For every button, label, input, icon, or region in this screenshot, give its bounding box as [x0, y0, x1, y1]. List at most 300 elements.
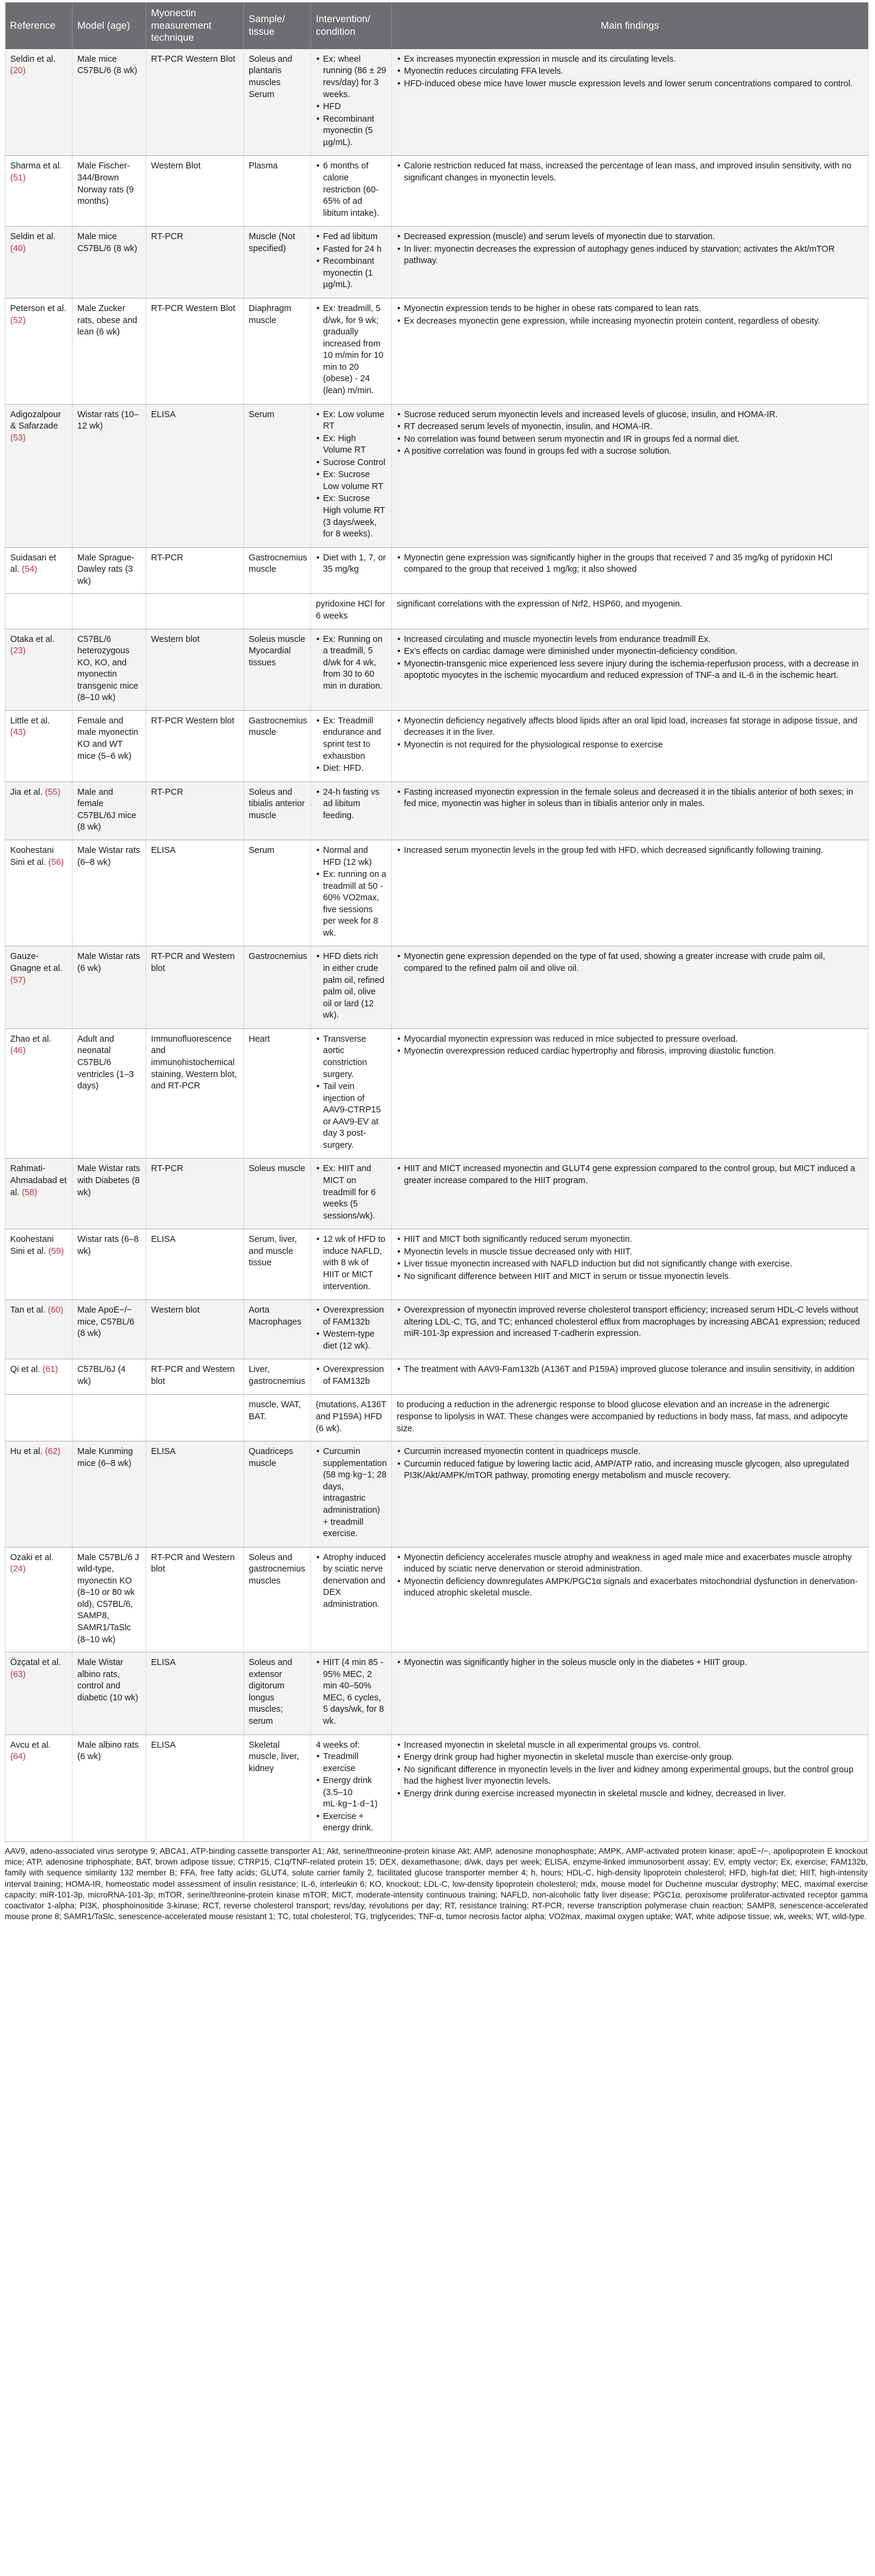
reference-authors: Avcu et al. — [10, 1740, 51, 1750]
intervention-list — [316, 1657, 387, 1727]
findings-list — [397, 409, 863, 458]
reference-authors: Peterson et al. — [10, 304, 67, 313]
cell-findings — [392, 1735, 868, 1842]
intervention-item: • Ex: High Volume RT — [323, 433, 387, 457]
cell-findings — [392, 1300, 868, 1359]
cell-reference — [5, 49, 73, 156]
table-body — [5, 49, 868, 1842]
cell-findings — [392, 840, 868, 946]
cell-intervention — [311, 840, 392, 946]
cell-intervention — [311, 404, 392, 547]
finding-item: • No significant difference in myonectin levels in the liver and kidney among experimental groups, but the control group had the highest liver myonectin levels. — [404, 1764, 863, 1788]
cell-intervention — [311, 1229, 392, 1300]
cell-reference — [5, 227, 73, 298]
intervention-list — [316, 716, 387, 775]
intervention-item: • Fed ad libitum — [323, 231, 387, 243]
cell-model: Male mice C57BL/6 (8 wk) — [73, 227, 146, 298]
findings-list — [397, 1234, 863, 1283]
intervention-list — [316, 845, 387, 940]
cell-intervention — [311, 946, 392, 1028]
cell-findings — [392, 1652, 868, 1735]
table-row — [5, 1441, 868, 1548]
cell-sample: Aorta Macrophages — [244, 1300, 311, 1359]
intervention-text: pyridoxine HCl for 6 weeks — [316, 599, 385, 621]
cell-technique: RT-PCR — [146, 227, 244, 298]
cell-model: Female and male myonectin KO and WT mice (5–6 wk) — [73, 710, 146, 782]
intervention-list — [316, 161, 387, 219]
intervention-item: • Ex: treadmill, 5 d/wk, for 9 wk; gradually increased from 10 m/min for 10 min to 20 (obese) - 24 (lean) m/min. — [323, 303, 387, 397]
finding-item: • No significant difference between HIIT and MICT in serum or tissue myonectin levels. — [404, 1271, 863, 1283]
cell-technique: RT-PCR Western Blot — [146, 49, 244, 156]
cell-reference — [5, 547, 73, 594]
cell-intervention — [311, 710, 392, 782]
intervention-item: • Western-type diet (12 wk). — [323, 1329, 387, 1352]
intervention-list — [316, 951, 387, 1021]
reference-authors: Qi et al. — [10, 1365, 43, 1375]
cell-reference — [5, 946, 73, 1028]
finding-item: • Myonectin reduces circulating FFA levels. — [404, 66, 863, 78]
findings-list — [397, 303, 863, 327]
cell-model: Male Wistar rats (6–8 wk) — [73, 840, 146, 946]
cell-technique: ELISA — [146, 404, 244, 547]
cell-sample: Serum, liver, and muscle tissue — [244, 1229, 311, 1300]
intervention-item: • Ex: Sucrose High volume RT (3 days/week, for 8 weeks). — [323, 493, 387, 540]
cell-technique: Western blot — [146, 629, 244, 710]
citation-link[interactable]: (43) — [10, 728, 26, 738]
cell-sample: Gastrocnemius muscle — [244, 547, 311, 594]
cell-findings — [392, 156, 868, 227]
table-row — [5, 1735, 868, 1842]
cell-sample — [244, 594, 311, 629]
cell-findings — [392, 1229, 868, 1300]
findings-list — [397, 161, 863, 184]
cell-sample: Soleus muscle Myocardial tissues — [244, 629, 311, 710]
intervention-list — [316, 1751, 387, 1835]
citation-link[interactable]: (52) — [10, 315, 26, 325]
table-row — [5, 227, 868, 298]
intervention-item: • Ex: running on a treadmill at 50 - 60% VO2max, five sessions per week for 8 wk. — [323, 869, 387, 939]
findings-table — [5, 2, 868, 1842]
intervention-item: • Curcumin supplementation (58 mg·kg−1; 28 days, intragastric administration) + treadmill exercise. — [323, 1446, 387, 1540]
reference-authors: Hu et al. — [10, 1447, 46, 1457]
cell-intervention — [311, 782, 392, 840]
finding-item: • Myonectin gene expression depended on the type of fat used, showing a greater increase with crude palm oil, compared to the refined palm oil and olive oil. — [404, 951, 863, 975]
intervention-item: • 12 wk of HFD to induce NAFLD, with 8 wk of HIIT or MICT intervention. — [323, 1234, 387, 1293]
intervention-item: • Diet: HFD. — [323, 763, 387, 775]
citation-link[interactable]: (23) — [10, 646, 26, 656]
reference-authors: Adigozalpour & Safarzade — [10, 409, 61, 432]
citation-link[interactable]: (54) — [22, 565, 38, 575]
table-row — [5, 629, 868, 710]
cell-findings — [392, 629, 868, 710]
finding-item: • RT decreased serum levels of myonectin, insulin, and HOMA-IR. — [404, 421, 863, 433]
cell-technique — [146, 1395, 244, 1441]
cell-model: Male ApoE−/− mice, C57BL/6 (8 wk) — [73, 1300, 146, 1359]
intervention-item: • Ex: Running on a treadmill, 5 d/wk for 4 wk, from 30 to 60 min in duration. — [323, 634, 387, 693]
findings-list — [397, 1446, 863, 1482]
finding-item: • The treatment with AAV9-Fam132b (A136T and P159A) improved glucose tolerance and insulin sensitivity, in addition — [404, 1364, 863, 1376]
table-row — [5, 946, 868, 1028]
citation-link[interactable]: (63) — [10, 1669, 26, 1679]
intervention-item: • Recombinant myonectin (1 µg/mL). — [323, 256, 387, 291]
cell-model: Wistar rats (6–8 wk) — [73, 1229, 146, 1300]
reference-authors: Ozaki et al. — [10, 1552, 54, 1563]
cell-findings — [392, 1028, 868, 1159]
cell-model: Male Sprague-Dawley rats (3 wk) — [73, 547, 146, 594]
cell-findings — [392, 49, 868, 156]
cell-technique: RT-PCR and Western blot — [146, 1547, 244, 1652]
reference-authors: Zhao et al. — [10, 1034, 52, 1044]
findings-list — [397, 634, 863, 682]
cell-model: Adult and neonatal C57BL/6 ventricles (1–3 days) — [73, 1028, 146, 1159]
cell-sample: Serum — [244, 404, 311, 547]
intervention-list — [316, 1552, 387, 1611]
table-row — [5, 1229, 868, 1300]
intervention-item: • Ex: Treadmill endurance and sprint test to exhaustion — [323, 716, 387, 762]
cell-sample: Serum — [244, 840, 311, 946]
citation-link[interactable]: (59) — [48, 1246, 64, 1256]
cell-technique: Immunofluorescence and immunohistochemical staining, Western blot, and RT-PCR — [146, 1028, 244, 1159]
intervention-item: • Overexpression of FAM132b — [323, 1305, 387, 1328]
cell-intervention — [311, 298, 392, 405]
cell-reference — [5, 1028, 73, 1159]
cell-reference — [5, 298, 73, 405]
finding-item: • Sucrose reduced serum myonectin levels and increased levels of glucose, insulin, and HOMA-IR. — [404, 409, 863, 421]
cell-intervention — [311, 1547, 392, 1652]
cell-intervention — [311, 1359, 392, 1395]
citation-link[interactable]: (46) — [10, 1046, 26, 1056]
reference-authors: Sharma et al. — [10, 161, 62, 171]
cell-technique: ELISA — [146, 1441, 244, 1548]
finding-item: • In liver: myonectin decreases the expression of autophagy genes induced by starvation; activates the Akt/mTOR pathway. — [404, 244, 863, 267]
cell-model — [73, 594, 146, 629]
cell-findings — [392, 710, 868, 782]
intervention-item: • 6 months of calorie restriction (60-65% of ad libitum intake). — [323, 161, 387, 219]
cell-intervention — [311, 1395, 392, 1441]
header-technique: Myonectin measurement technique — [146, 2, 244, 49]
reference-authors: Koohestani Sini et al. — [10, 1235, 54, 1256]
findings-list — [397, 1657, 863, 1669]
header-reference: Reference — [5, 2, 73, 49]
cell-model: Male mice C57BL/6 (8 wk) — [73, 49, 146, 156]
table-row — [5, 547, 868, 594]
intervention-list — [316, 54, 387, 149]
intervention-list — [316, 1034, 387, 1152]
cell-sample: muscle, WAT, BAT. — [244, 1395, 311, 1441]
intervention-item: • Treadmill exercise — [323, 1751, 387, 1775]
cell-intervention — [311, 227, 392, 298]
cell-reference — [5, 840, 73, 946]
citation-link[interactable]: (51) — [10, 173, 26, 183]
cell-reference — [5, 404, 73, 547]
cell-sample: Plasma — [244, 156, 311, 227]
finding-item: • Myocardial myonectin expression was reduced in mice subjected to pressure overload. — [404, 1034, 863, 1046]
cell-sample: Skeletal muscle, liver, kidney — [244, 1735, 311, 1842]
findings-list — [397, 845, 863, 857]
reference-authors: Otaka et al. — [10, 634, 55, 644]
intervention-item: • HFD — [323, 101, 387, 113]
finding-item: • Increased myonectin in skeletal muscle in all experimental groups vs. control. — [404, 1740, 863, 1752]
cell-findings — [392, 946, 868, 1028]
reference-authors: Jia et al. — [10, 787, 46, 797]
table-row — [5, 49, 868, 156]
cell-findings — [392, 404, 868, 547]
intervention-list — [316, 787, 387, 822]
cell-sample: Soleus and gastrocnemius muscles — [244, 1547, 311, 1652]
cell-findings — [392, 1159, 868, 1229]
finding-item: • Curcumin reduced fatigue by lowering lactic acid, AMP/ATP ratio, and increasing muscle glycogen, also upregulated PI3K/Akt/AMPK/mTOR pathway, promoting energy metabolism and muscle recovery. — [404, 1459, 863, 1482]
cell-reference — [5, 156, 73, 227]
cell-sample: Quadriceps muscle — [244, 1441, 311, 1548]
citation-link[interactable]: (60) — [47, 1305, 64, 1316]
citation-link[interactable]: (64) — [10, 1752, 26, 1762]
header-intervention: Intervention/ condition — [311, 2, 392, 49]
table-row — [5, 1547, 868, 1652]
cell-technique: ELISA — [146, 1229, 244, 1300]
cell-model: Male C57BL/6 J wild-type, myonectin KO (8–10 or 80 wk old), C57BL/6, SAMP8, SAMR1/TaSlc (8–10 wk) — [73, 1547, 146, 1652]
intervention-item: • Ex: Sucrose Low volume RT — [323, 469, 387, 493]
table-row — [5, 1300, 868, 1359]
cell-model: C57BL/6J (4 wk) — [73, 1359, 146, 1395]
findings-list — [397, 1163, 863, 1187]
table-header — [5, 2, 868, 49]
cell-findings — [392, 298, 868, 405]
finding-item: • Energy drink group had higher myonectin in skeletal muscle than exercise-only group. — [404, 1752, 863, 1764]
table-row — [5, 1028, 868, 1159]
intervention-item: • Transverse aortic constriction surgery. — [323, 1034, 387, 1081]
citation-link[interactable]: (55) — [45, 787, 61, 797]
citation-link[interactable]: (56) — [48, 857, 64, 867]
reference-authors: Seldin et al. — [10, 232, 56, 242]
cell-findings — [392, 594, 868, 629]
header-findings: Main findings — [392, 2, 868, 49]
finding-item: • Increased circulating and muscle myonectin levels from endurance treadmill Ex. — [404, 634, 863, 646]
cell-intervention — [311, 49, 392, 156]
finding-item: • Myonectin levels in muscle tissue decreased only with HIIT. — [404, 1247, 863, 1259]
findings-list — [397, 1364, 863, 1376]
cell-sample: Diaphragm muscle — [244, 298, 311, 405]
cell-reference — [5, 1735, 73, 1842]
cell-reference — [5, 1159, 73, 1229]
finding-item: • Myonectin gene expression was significantly higher in the groups that received 7 and 35 mg/kg of pyridoxin HCl compared to the group that received 1 mg/kg; it also showed — [404, 553, 863, 576]
cell-model: Male Wistar albino rats, control and diabetic (10 wk) — [73, 1652, 146, 1735]
cell-findings — [392, 1359, 868, 1395]
findings-list — [397, 716, 863, 752]
finding-item: • Ex decreases myonectin gene expression, while increasing myonectin protein content, regardless of obesity. — [404, 316, 863, 328]
finding-item: • Myonectin deficiency negatively affects blood lipids after an oral lipid load, increases fat storage in adipose tissue, and decreases it in the liver. — [404, 716, 863, 739]
intervention-item: • Ex: Low volume RT — [323, 409, 387, 433]
cell-technique: RT-PCR — [146, 547, 244, 594]
cell-reference — [5, 1359, 73, 1395]
intervention-item: • Overexpression of FAM132b — [323, 1364, 387, 1387]
cell-findings — [392, 547, 868, 594]
intervention-item: • HIIT (4 min 85 - 95% MEC, 2 min 40–50% MEC, 6 cycles, 5 days/wk, for 8 wk. — [323, 1657, 387, 1727]
finding-text: significant correlations with the expression of Nrf2, HSP60, and myogenin. — [397, 599, 683, 610]
cell-technique: ELISA — [146, 840, 244, 946]
reference-authors: Rahmati-Ahmadabad et al. — [10, 1164, 67, 1197]
cell-reference — [5, 1229, 73, 1300]
cell-model: C57BL/6 heterozygous KO, KO, and myonectin transgenic mice (8–10 wk) — [73, 629, 146, 710]
cell-reference — [5, 1547, 73, 1652]
cell-intervention — [311, 594, 392, 629]
cell-reference — [5, 1300, 73, 1359]
reference-authors: Koohestani Sini et al. — [10, 845, 54, 867]
finding-item: • Ex’s effects on cardiac damage were diminished under myonectin-deficiency condition. — [404, 646, 863, 658]
cell-technique: RT-PCR and Western blot — [146, 1359, 244, 1395]
cell-intervention — [311, 1300, 392, 1359]
finding-item: • No correlation was found between serum myonectin and IR in groups fed a normal diet. — [404, 434, 863, 446]
cell-sample: Soleus and tibialis anterior muscle — [244, 782, 311, 840]
cell-sample: Soleus and plantaris muscles Serum — [244, 49, 311, 156]
intervention-item: • HFD diets rich in either crude palm oil, refined palm oil, olive oil or lard (12 wk). — [323, 951, 387, 1021]
finding-item: • Increased serum myonectin levels in the group fed with HFD, which decreased significantly following training. — [404, 845, 863, 857]
intervention-list — [316, 231, 387, 291]
intervention-item: • Exercise + energy drink. — [323, 1811, 387, 1835]
cell-findings — [392, 782, 868, 840]
finding-text: to producing a reduction in the adrenergic response to blood glucose elevation and an increase in the adrenergic response to lipolysis in WAT. These changes were accompanied by reductions in body mass, fat mass, and adipocyte size. — [397, 1400, 848, 1434]
citation-link[interactable]: (58) — [22, 1187, 38, 1197]
intervention-list — [316, 553, 387, 576]
cell-findings — [392, 1547, 868, 1652]
intervention-list — [316, 1305, 387, 1352]
citation-link[interactable]: (61) — [43, 1365, 58, 1375]
findings-list — [397, 787, 863, 810]
cell-model: Male Kunming mice (6–8 wk) — [73, 1441, 146, 1548]
cell-technique: Western blot — [146, 1300, 244, 1359]
intervention-item: • Tail vein injection of AAV9-CTRP15 or AAV9-EV at day 3 post-surgery. — [323, 1081, 387, 1151]
cell-model: Male Zucker rats, obese and lean (6 wk) — [73, 298, 146, 405]
cell-intervention — [311, 547, 392, 594]
intervention-item: • Ex: wheel running (86 ± 29 revs/day) for 3 weeks. — [323, 54, 387, 101]
cell-sample: Soleus muscle — [244, 1159, 311, 1229]
intervention-list — [316, 409, 387, 541]
finding-item: • Overexpression of myonectin improved reverse cholesterol transport efficiency; increased serum HDL-C levels without altering LDL-C, TG, and TC; enhanced cholesterol efflux from macrophages by increasing ABCA1 expression; reduced miR-101-3p expression and increased T-cadherin expression. — [404, 1305, 863, 1340]
cell-sample: Soleus and extensor digitorum longus muscles; serum — [244, 1652, 311, 1735]
finding-item: • Myonectin expression tends to be higher in obese rats compared to lean rats. — [404, 303, 863, 315]
document — [5, 2, 868, 1922]
citation-link[interactable]: (57) — [10, 975, 26, 985]
cell-findings — [392, 1441, 868, 1548]
intervention-item: • Fasted for 24 h — [323, 244, 387, 256]
table-row — [5, 1359, 868, 1395]
cell-model — [73, 1395, 146, 1441]
intervention-list — [316, 1446, 387, 1540]
finding-item: • Myonectin-transgenic mice experienced less severe injury during the ischemia-reperfusion process, with a decrease in apoptotic myocytes in the ischemic myocardium and reduced expression of TNF-a and IL-6 in the ischemic heart. — [404, 659, 863, 682]
finding-item: • Curcumin increased myonectin content in quadriceps muscle. — [404, 1446, 863, 1458]
finding-item: • Myonectin deficiency downregulates AMPK/PGC1α signals and exacerbates mitochondrial dysfunction in denervation-induced atrophic skeletal muscle. — [404, 1576, 863, 1600]
cell-intervention — [311, 1159, 392, 1229]
intervention-item: • Recombinant myonectin (5 µg/mL). — [323, 114, 387, 149]
cell-technique: RT-PCR — [146, 1159, 244, 1229]
finding-item: • HIIT and MICT both significantly reduced serum myonectin. — [404, 1234, 863, 1246]
finding-item: • Energy drink during exercise increased myonectin in skeletal muscle and kidney, decreased in liver. — [404, 1788, 863, 1800]
citation-link[interactable]: (53) — [10, 433, 26, 443]
cell-technique: RT-PCR Western Blot — [146, 298, 244, 405]
cell-intervention — [311, 1652, 392, 1735]
intervention-item: • Diet with 1, 7, or 35 mg/kg — [323, 553, 387, 576]
cell-reference — [5, 782, 73, 840]
reference-authors: Gauze-Gnagne et al. — [10, 952, 63, 973]
table-row-continuation — [5, 1395, 868, 1441]
citation-link[interactable]: (62) — [45, 1447, 61, 1457]
intervention-item: • Normal and HFD (12 wk) — [323, 845, 387, 868]
table-row — [5, 782, 868, 840]
cell-findings — [392, 1395, 868, 1441]
findings-list — [397, 553, 863, 576]
finding-item: • Calorie restriction reduced fat mass, increased the percentage of lean mass, and improved insulin sensitivity, with no significant changes in myonectin levels. — [404, 161, 863, 184]
cell-model: Male albino rats (6 wk) — [73, 1735, 146, 1842]
header-model: Model (age) — [73, 2, 146, 49]
findings-list — [397, 1740, 863, 1800]
cell-sample: Gastrocnemius — [244, 946, 311, 1028]
cell-sample: Gastrocnemius muscle — [244, 710, 311, 782]
reference-authors: Little et al. — [10, 716, 50, 726]
citation-link[interactable]: (40) — [10, 243, 26, 254]
table-footnote: AAV9, adeno-associated virus serotype 9; ABCA1, ATP-binding cassette transporter A1; Akt, serine/threonine-protein kinase Akt; AMP, adenosine monophosphate; AMPK, AMP-activated protein kinase; apoE−/−, apolipoprotein E knockout mice; ATP, adenosine triphosphate; BAT, brown adipose tissue; CTRP15, C1q/TNF-related protein 15; DEX, dexamethasone; d/wk, days per week; ELISA, enzyme-linked immunosorbent assay; EV, empty vector; Ex, exercise; FAM132b, family with sequence similarity 132 member B; FFA, free fatty acids; GLUT4, solute carrier family 2, facilitated glucose transporter member 4; h, hours; HDL-C, high-density lipoprotein cholesterol; HFD, high-fat diet; HIIT, high-intensity interval training; HOMA-IR, homeostatic model assessment of insulin resistance; IL-6, interleukin 6; KO, knockout; LDL-C, low-density lipoprotein cholesterol; mdx, mouse model for Duchenne muscular dystrophy; MEC, maximal exercise capacity; miR-101-3p, microRNA-101-3p; mTOR, serine/threonine-protein kinase mTOR; MICT, moderate-intensity continuous training; NAFLD, non-alcoholic fatty liver disease; PGC1α, peroxisome proliferator-activated receptor gamma coactivator 1-alpha; PI3K, phosphoinositide 3-kinase; RCT, reverse cholesterol transport; revs/day, revolutions per day; RT, resistance training; RT-PCR, reverse transcription polymerase chain reaction; SAMP8, senescence-accelerated mouse prone 8; SAMR1/TaSlc, senescence-accelerated mouse resistant 1; TC, total cholesterol; TG, triglycerides; TNF-α, tumor necrosis factor alpha; VO2max, maximal oxygen uptake; WAT, white adipose tissue; wk, weeks; WT, wild-type. — [5, 1847, 868, 1922]
cell-reference — [5, 1652, 73, 1735]
table-row — [5, 298, 868, 405]
table-row-continuation — [5, 594, 868, 629]
cell-findings — [392, 227, 868, 298]
intervention-item: • Atrophy induced by sciatic nerve denervation and DEX administration. — [323, 1552, 387, 1611]
cell-intervention — [311, 156, 392, 227]
cell-reference — [5, 1441, 73, 1548]
finding-item: • Myonectin was significantly higher in the soleus muscle only in the diabetes + HIIT group. — [404, 1657, 863, 1669]
intervention-list — [316, 1163, 387, 1222]
citation-link[interactable]: (24) — [10, 1564, 26, 1574]
finding-item: • Ex increases myonectin expression in muscle and its circulating levels. — [404, 54, 863, 66]
reference-authors: Özçatal et al. — [10, 1658, 61, 1668]
cell-sample: Liver, gastrocnemius — [244, 1359, 311, 1395]
finding-item: • Liver tissue myonectin increased with NAFLD induction but did not significantly change with exercise. — [404, 1259, 863, 1271]
findings-list — [397, 951, 863, 975]
cell-technique: ELISA — [146, 1652, 244, 1735]
finding-item: • Myonectin deficiency accelerates muscle atrophy and weakness in aged male mice and exacerbates muscle atrophy induced by sciatic nerve denervation or steroid administration. — [404, 1552, 863, 1576]
cell-model: Male Wistar rats (6 wk) — [73, 946, 146, 1028]
finding-item: • A positive correlation was found in groups fed with a sucrose solution. — [404, 446, 863, 458]
citation-link[interactable]: (20) — [10, 66, 26, 76]
cell-sample: Muscle (Not specified) — [244, 227, 311, 298]
intervention-item: • Sucrose Control — [323, 457, 387, 469]
intervention-list — [316, 1364, 387, 1387]
intervention-text: (mutations, A136T and P159A) HFD (6 wk). — [316, 1400, 387, 1434]
cell-technique: RT-PCR and Western blot — [146, 946, 244, 1028]
finding-item: • HFD-induced obese mice have lower muscle expression levels and lower serum concentrations compared to control. — [404, 79, 863, 91]
intervention-item: • Energy drink (3.5–10 mL·kg−1·d−1) — [323, 1775, 387, 1811]
cell-technique: RT-PCR Western blot — [146, 710, 244, 782]
cell-technique: RT-PCR — [146, 782, 244, 840]
table-row — [5, 156, 868, 227]
intervention-list — [316, 1234, 387, 1293]
cell-technique: Western Blot — [146, 156, 244, 227]
table-row — [5, 1652, 868, 1735]
table-row — [5, 840, 868, 946]
finding-item: • Decreased expression (muscle) and serum levels of myonectin due to starvation. — [404, 231, 863, 243]
cell-reference — [5, 710, 73, 782]
cell-model: Male Fischer-344/Brown Norway rats (9 months) — [73, 156, 146, 227]
cell-technique — [146, 594, 244, 629]
finding-item: • Fasting increased myonectin expression in the female soleus and decreased it in the tibialis anterior of both sexes; in fed mice, myonectin was higher in soleus than in tibialis anterior only in males. — [404, 787, 863, 810]
reference-authors: Tan et al. — [10, 1305, 48, 1316]
intervention-list — [316, 634, 387, 693]
cell-reference — [5, 629, 73, 710]
intervention-item: • 24-h fasting vs ad libitum feeding. — [323, 787, 387, 822]
findings-list — [397, 1034, 863, 1058]
table-row — [5, 404, 868, 547]
cell-intervention — [311, 1028, 392, 1159]
cell-intervention — [311, 629, 392, 710]
cell-model: Male Wistar rats with Diabetes (8 wk) — [73, 1159, 146, 1229]
